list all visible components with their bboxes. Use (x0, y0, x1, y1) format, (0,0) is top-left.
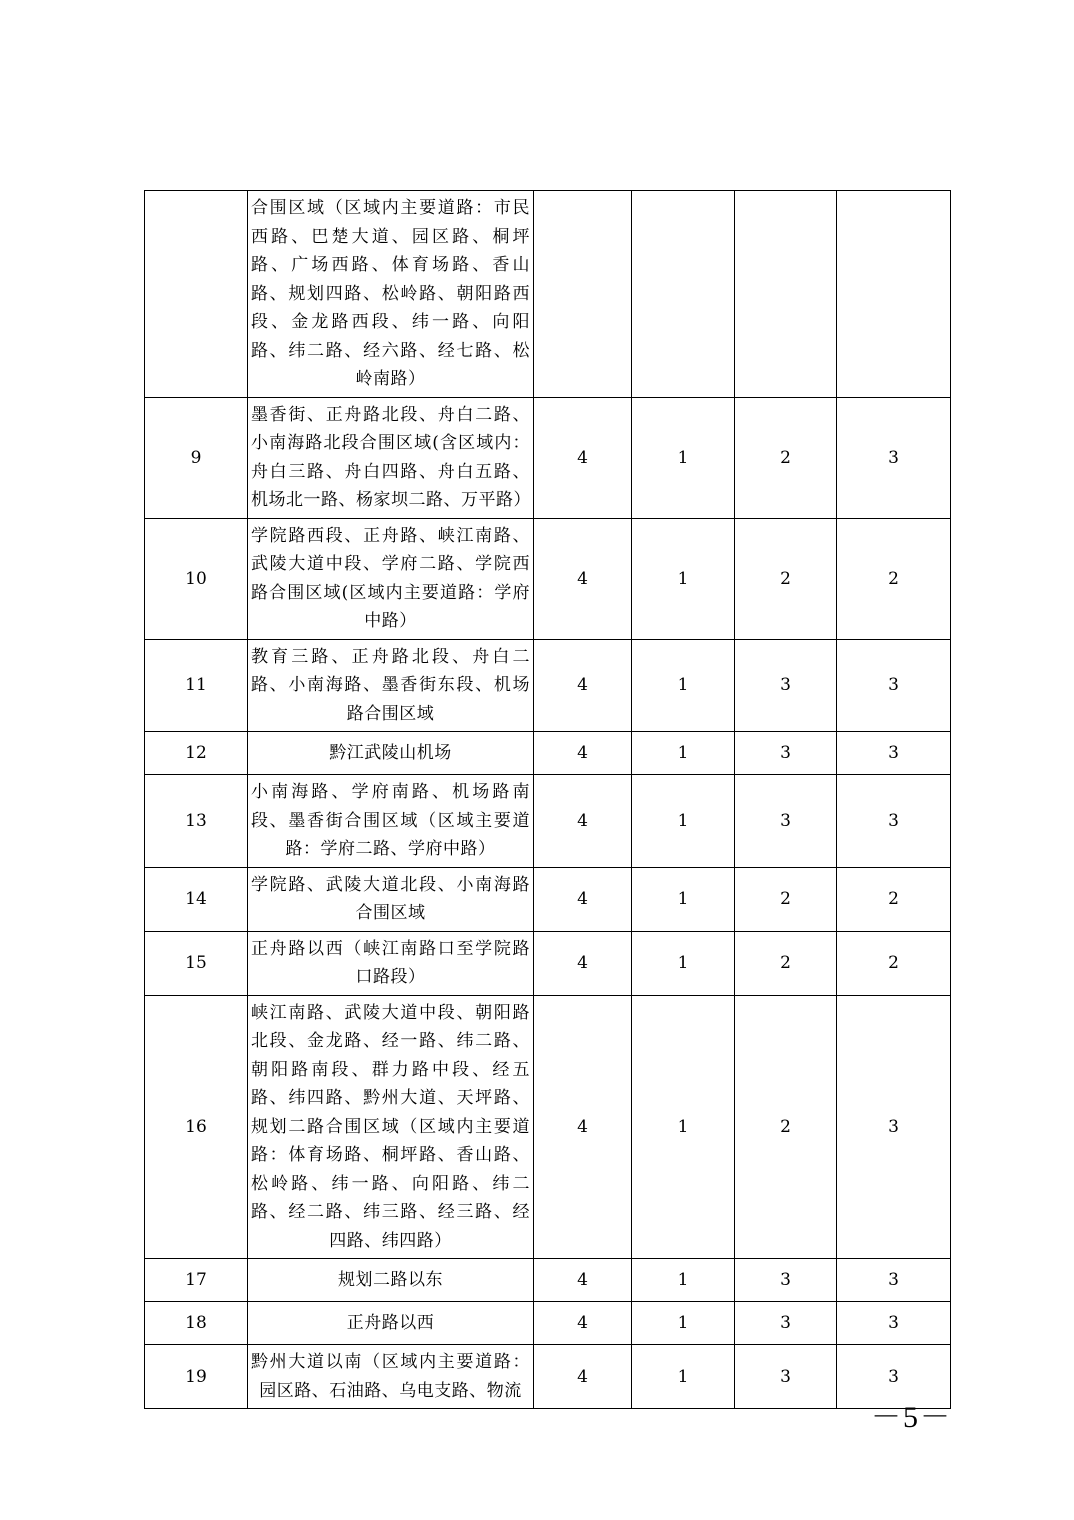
value-cell-3: 3 (735, 1302, 837, 1345)
value-cell-1: 4 (534, 931, 632, 995)
area-description: 峡江南路、武陵大道中段、朝阳路北段、金龙路、经一路、纬二路、朝阳路南段、群力路中段、经五路、纬四路、黔州大道、天坪路、规划二路合围区域（区域内主要道路：体育场路、桐坪路、香山路、松岭路、纬一路、向阳路、纬二路、经二路、纬三路、经三路、经四路、纬四路） (248, 995, 534, 1259)
value-cell-3: 2 (735, 931, 837, 995)
value-cell-2: 1 (632, 639, 735, 732)
value-cell-4: 2 (837, 867, 951, 931)
value-cell-1 (534, 191, 632, 398)
value-cell-1: 4 (534, 1302, 632, 1345)
area-description: 教育三路、正舟路北段、舟白二路、小南海路、墨香街东段、机场路合围区域 (248, 639, 534, 732)
value-cell-1: 4 (534, 397, 632, 518)
value-cell-3: 3 (735, 732, 837, 775)
table-row (145, 732, 951, 775)
value-cell-2: 1 (632, 1259, 735, 1302)
table-row (145, 1345, 951, 1409)
table-row (145, 191, 951, 398)
row-number: 17 (145, 1259, 248, 1302)
value-cell-2: 1 (632, 931, 735, 995)
table-row (145, 931, 951, 995)
row-number: 16 (145, 995, 248, 1259)
area-description: 小南海路、学府南路、机场路南段、墨香街合围区域（区域主要道路：学府二路、学府中路） (248, 775, 534, 868)
value-cell-2: 1 (632, 995, 735, 1259)
value-cell-3 (735, 191, 837, 398)
value-cell-1: 4 (534, 775, 632, 868)
value-cell-1: 4 (534, 1345, 632, 1409)
row-number: 11 (145, 639, 248, 732)
value-cell-2: 1 (632, 775, 735, 868)
row-number: 18 (145, 1302, 248, 1345)
area-description: 正舟路以西（峡江南路口至学院路口路段） (248, 931, 534, 995)
value-cell-1: 4 (534, 867, 632, 931)
value-cell-3: 2 (735, 518, 837, 639)
table-row (145, 775, 951, 868)
value-cell-1: 4 (534, 995, 632, 1259)
area-description: 正舟路以西 (248, 1302, 534, 1345)
area-description: 墨香街、正舟路北段、舟白二路、小南海路北段合围区域(含区域内：舟白三路、舟白四路、舟白五路、机场北一路、杨家坝二路、万平路） (248, 397, 534, 518)
row-number (145, 191, 248, 398)
area-description: 学院路、武陵大道北段、小南海路合围区域 (248, 867, 534, 931)
zone-table (144, 190, 951, 1409)
value-cell-1: 4 (534, 1259, 632, 1302)
value-cell-4: 3 (837, 1302, 951, 1345)
value-cell-3: 3 (735, 639, 837, 732)
area-description: 黔江武陵山机场 (248, 732, 534, 775)
value-cell-4 (837, 191, 951, 398)
row-number: 12 (145, 732, 248, 775)
value-cell-3: 2 (735, 867, 837, 931)
value-cell-4: 2 (837, 931, 951, 995)
row-number: 15 (145, 931, 248, 995)
value-cell-4: 3 (837, 775, 951, 868)
value-cell-3: 3 (735, 775, 837, 868)
row-number: 13 (145, 775, 248, 868)
area-description: 规划二路以东 (248, 1259, 534, 1302)
value-cell-4: 3 (837, 732, 951, 775)
table-row (145, 1302, 951, 1345)
area-description: 学院路西段、正舟路、峡江南路、武陵大道中段、学府二路、学院西路合围区域(区域内主要道路：学府中路） (248, 518, 534, 639)
row-number: 14 (145, 867, 248, 931)
value-cell-4: 3 (837, 1345, 951, 1409)
value-cell-3: 2 (735, 397, 837, 518)
value-cell-4: 3 (837, 1259, 951, 1302)
table-row (145, 397, 951, 518)
table-row (145, 639, 951, 732)
value-cell-1: 4 (534, 639, 632, 732)
value-cell-4: 2 (837, 518, 951, 639)
page-number: －5－ (871, 1401, 952, 1434)
value-cell-3: 2 (735, 995, 837, 1259)
value-cell-1: 4 (534, 518, 632, 639)
value-cell-4: 3 (837, 639, 951, 732)
value-cell-1: 4 (534, 732, 632, 775)
value-cell-2: 1 (632, 397, 735, 518)
value-cell-2: 1 (632, 518, 735, 639)
value-cell-4: 3 (837, 397, 951, 518)
area-description: 黔州大道以南（区域内主要道路：园区路、石油路、乌电支路、物流 (248, 1345, 534, 1409)
table-row (145, 518, 951, 639)
value-cell-2 (632, 191, 735, 398)
value-cell-2: 1 (632, 1345, 735, 1409)
row-number: 10 (145, 518, 248, 639)
value-cell-2: 1 (632, 867, 735, 931)
table-row (145, 995, 951, 1259)
row-number: 9 (145, 397, 248, 518)
value-cell-2: 1 (632, 732, 735, 775)
value-cell-3: 3 (735, 1345, 837, 1409)
value-cell-3: 3 (735, 1259, 837, 1302)
row-number: 19 (145, 1345, 248, 1409)
value-cell-4: 3 (837, 995, 951, 1259)
value-cell-2: 1 (632, 1302, 735, 1345)
area-description: 合围区域（区域内主要道路：市民西路、巴楚大道、园区路、桐坪路、广场西路、体育场路、香山路、规划四路、松岭路、朝阳路西段、金龙路西段、纬一路、向阳路、纬二路、经六路、经七路、松岭南路） (248, 191, 534, 398)
table-row (145, 867, 951, 931)
table-row (145, 1259, 951, 1302)
